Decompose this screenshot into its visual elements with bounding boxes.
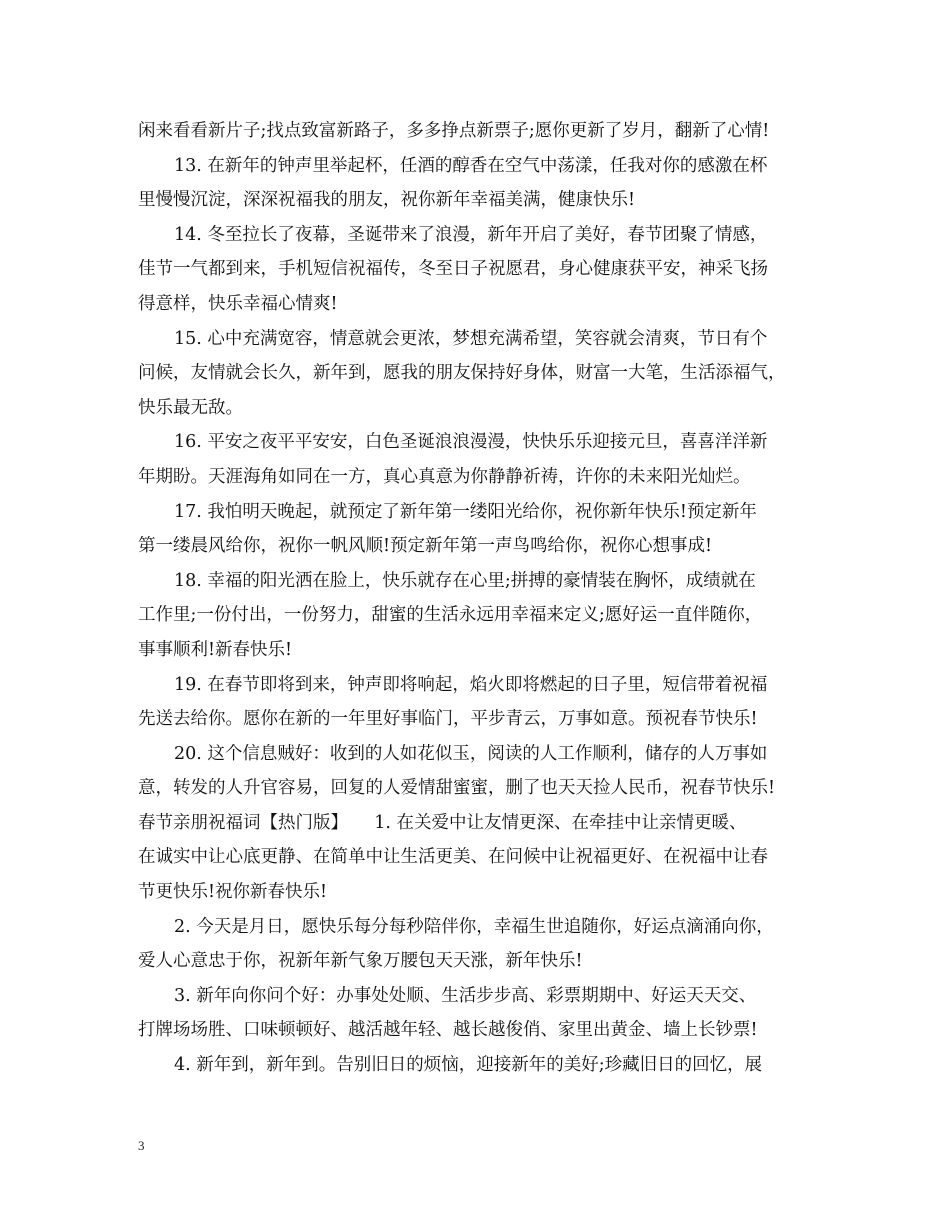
- text-line: 4. 新年到，新年到。告别旧日的烦恼，迎接新年的美好;珍藏旧日的回忆，展: [174, 1055, 763, 1076]
- text-line: 年期盼。天涯海角如同在一方，真心真意为你静静祈祷，许你的未来阳光灿烂。: [138, 466, 751, 487]
- text-line: 春节亲朋祝福词【热门版】 1. 在关爱中让友情更深、在牵挂中让亲情更暖、: [138, 812, 747, 833]
- text-line: 19. 在春节即将到来，钟声即将响起，焰火即将燃起的日子里，短信带着祝福: [174, 674, 768, 695]
- text-line: 事事顺利!新春快乐!: [138, 639, 293, 660]
- text-line: 爱人心意忠于你，祝新年新气象万腰包天天涨，新年快乐!: [138, 951, 583, 972]
- text-line: 13. 在新年的钟声里举起杯，任酒的醇香在空气中荡漾，任我对你的感激在杯: [174, 155, 768, 176]
- text-line: 工作里;一份付出，一份努力，甜蜜的生活永远用幸福来定义;愿好运一直伴随你，: [138, 605, 763, 626]
- text-line: 快乐最无敌。: [138, 397, 243, 418]
- text-line: 2. 今天是月日，愿快乐每分每秒陪伴你，幸福生世追随你，好运点滴涌向你，: [174, 916, 774, 937]
- text-line: 先送去给你。愿你在新的一年里好事临门，平步青云，万事如意。预祝春节快乐!: [138, 709, 758, 730]
- text-line: 14. 冬至拉长了夜幕，圣诞带来了浪漫，新年开启了美好，春节团聚了情感，: [174, 224, 768, 245]
- page-number: 3: [138, 1138, 145, 1153]
- text-line: 20. 这个信息贼好：收到的人如花似玉，阅读的人工作顺利，储存的人万事如: [174, 743, 768, 764]
- text-line: 意，转发的人升官容易，回复的人爱情甜蜜蜜，删了也天天捡人民币，祝春节快乐!: [138, 778, 776, 799]
- text-line: 打牌场场胜、口味顿顿好、越活越年轻、越长越俊俏、家里出黄金、墙上长钞票!: [138, 1020, 758, 1041]
- text-line: 闲来看看新片子;找点致富新路子，多多挣点新票子;愿你更新了岁月，翻新了心情!: [138, 121, 770, 141]
- text-line: 节更快乐!祝你新春快乐!: [138, 882, 328, 903]
- document-body: [138, 114, 814, 1083]
- text-line: 18. 幸福的阳光洒在脸上，快乐就存在心里;拼搏的豪情装在胸怀，成绩就在: [174, 570, 756, 591]
- text-line: 15. 心中充满宽容，情意就会更浓，梦想充满希望，笑容就会清爽，节日有个: [174, 328, 768, 349]
- text-line: 3. 新年向你问个好：办事处处顺、生活步步高、彩票期期中、好运天天交、: [174, 985, 757, 1006]
- text-line: 第一缕晨风给你，祝你一帆风顺!预定新年第一声鸟鸣给你，祝你心想事成!: [138, 536, 713, 557]
- text-line: 在诚实中让心底更静、在简单中让生活更美、在问候中让祝福更好、在祝福中让春: [138, 847, 768, 868]
- text-line: 17. 我怕明天晚起，就预定了新年第一缕阳光给你，祝你新年快乐!预定新年: [174, 501, 757, 522]
- text-line: 得意样，快乐幸福心情爽!: [138, 293, 338, 314]
- text-line: 佳节一气都到来，手机短信祝福传，冬至日子祝愿君，身心健康获平安，神采飞扬: [138, 259, 768, 280]
- text-line: 问候，友情就会长久，新年到，愿我的朋友保持好身体，财富一大笔，生活添福气，: [138, 363, 786, 384]
- text-line: 16. 平安之夜平平安安，白色圣诞浪浪漫漫，快快乐乐迎接元旦，喜喜洋洋新: [174, 432, 768, 453]
- text-line: 里慢慢沉淀，深深祝福我的朋友，祝你新年幸福美满，健康快乐!: [138, 190, 636, 211]
